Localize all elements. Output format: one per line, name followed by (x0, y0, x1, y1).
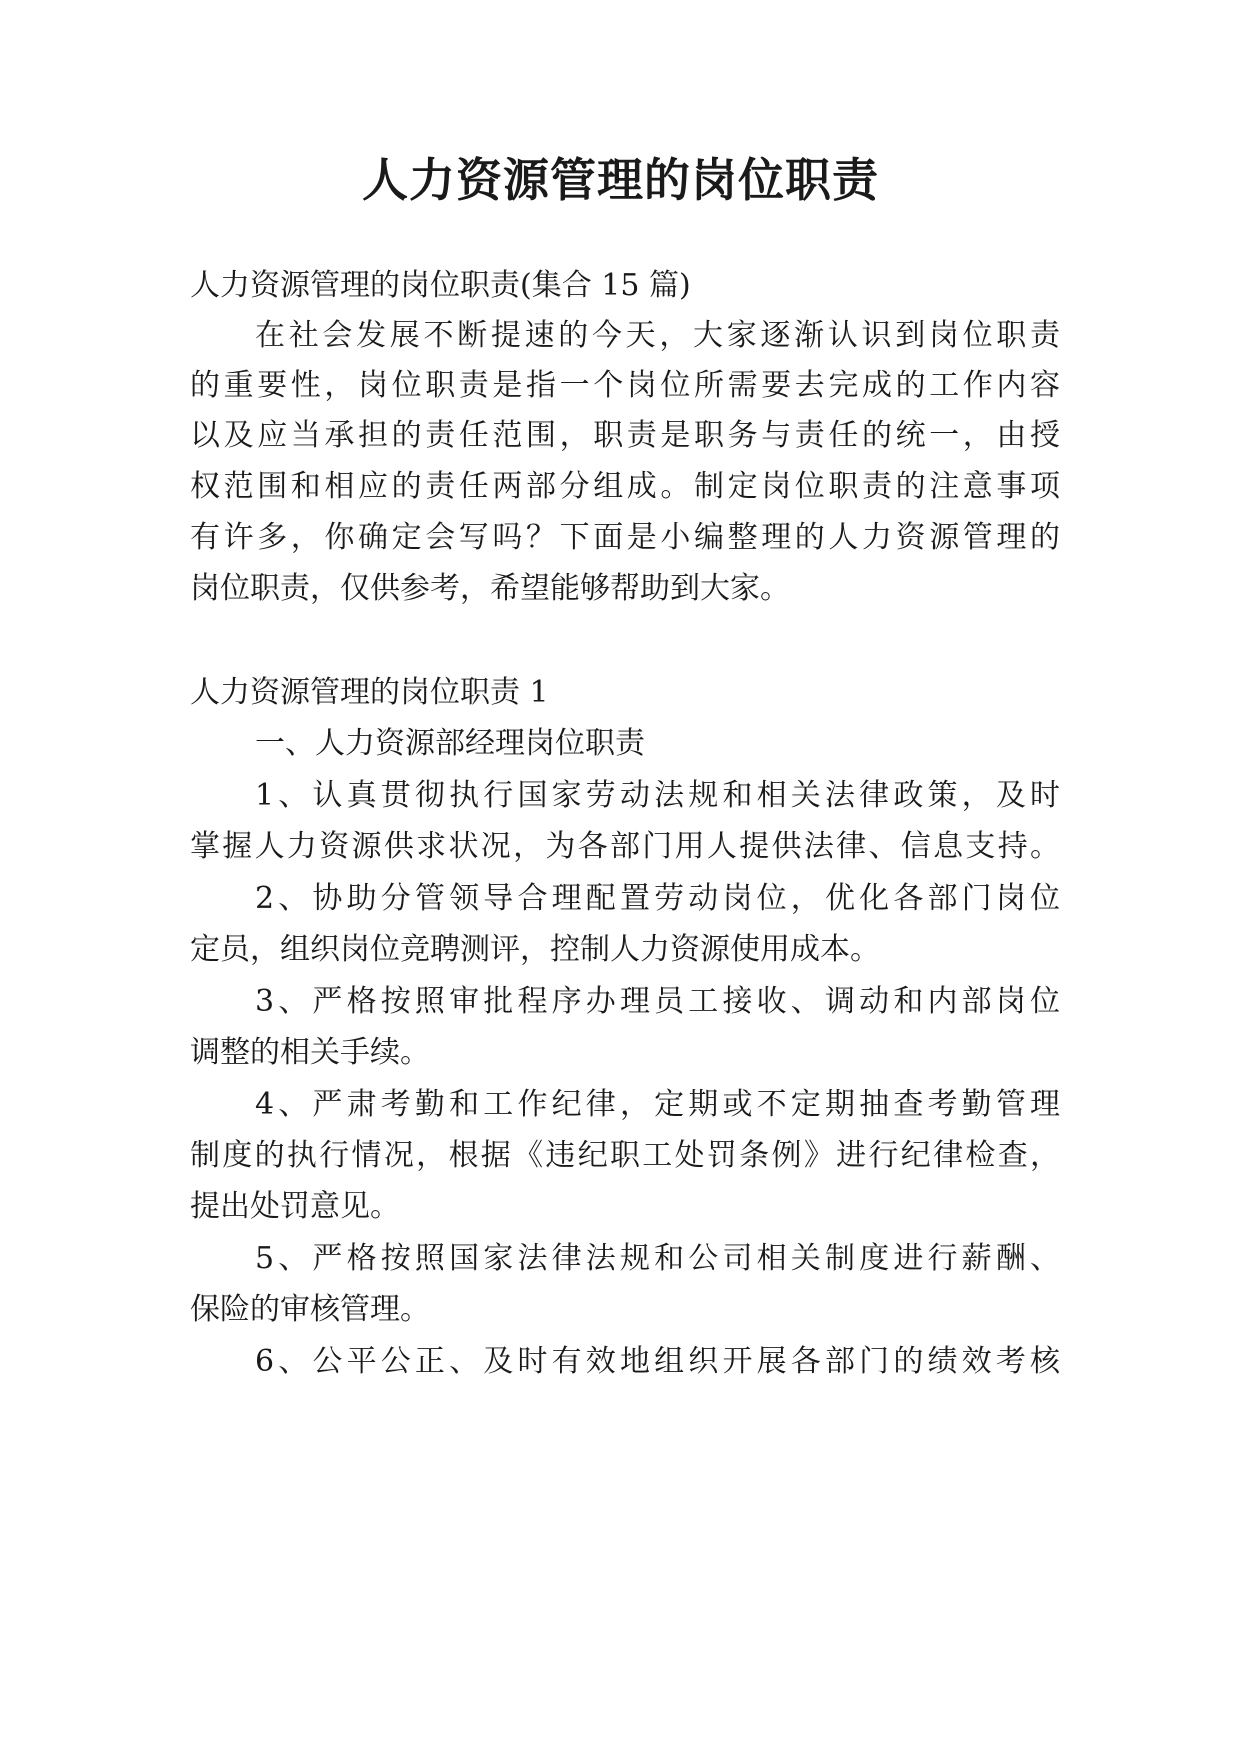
intro-line: 在社会发展不断提速的今天，大家逐渐认识到岗位职责 (255, 318, 1060, 353)
document-title: 人力资源管理的岗位职责 (362, 153, 879, 207)
item-line: 3、严格按照审批程序办理员工接收、调动和内部岗位 (255, 984, 1060, 1019)
item-line: 掌握人力资源供求状况，为各部门用人提供法律、信息支持。 (190, 829, 1060, 864)
item-line: 提出处罚意见。 (190, 1189, 400, 1224)
item-line: 制度的执行情况，根据《违纪职工处罚条例》进行纪律检查， (190, 1138, 1060, 1173)
intro-line: 以及应当承担的责任范围，职责是职务与责任的统一，由授 (190, 418, 1060, 453)
item-line: 4、严肃考勤和工作纪律，定期或不定期抽查考勤管理 (255, 1087, 1060, 1122)
intro-line: 岗位职责，仅供参考，希望能够帮助到大家。 (190, 571, 790, 606)
document-subtitle: 人力资源管理的岗位职责(集合 15 篇) (190, 268, 691, 303)
intro-line: 权范围和相应的责任两部分组成。制定岗位职责的注意事项 (190, 469, 1060, 504)
subheading: 一、人力资源部经理岗位职责 (255, 726, 645, 761)
item-line: 5、严格按照国家法律法规和公司相关制度进行薪酬、 (255, 1241, 1060, 1276)
item-line: 1、认真贯彻执行国家劳动法规和相关法律政策，及时 (255, 778, 1060, 813)
section-heading: 人力资源管理的岗位职责 1 (190, 675, 549, 710)
intro-line: 的重要性，岗位职责是指一个岗位所需要去完成的工作内容 (190, 368, 1060, 403)
item-line: 保险的审核管理。 (190, 1292, 430, 1327)
item-line: 调整的相关手续。 (190, 1035, 430, 1070)
intro-line: 有许多，你确定会写吗？下面是小编整理的人力资源管理的 (190, 520, 1060, 555)
item-line: 6、公平公正、及时有效地组织开展各部门的绩效考核 (255, 1344, 1060, 1379)
item-line: 定员，组织岗位竞聘测评，控制人力资源使用成本。 (190, 932, 880, 967)
item-line: 2、协助分管领导合理配置劳动岗位，优化各部门岗位 (255, 881, 1060, 916)
